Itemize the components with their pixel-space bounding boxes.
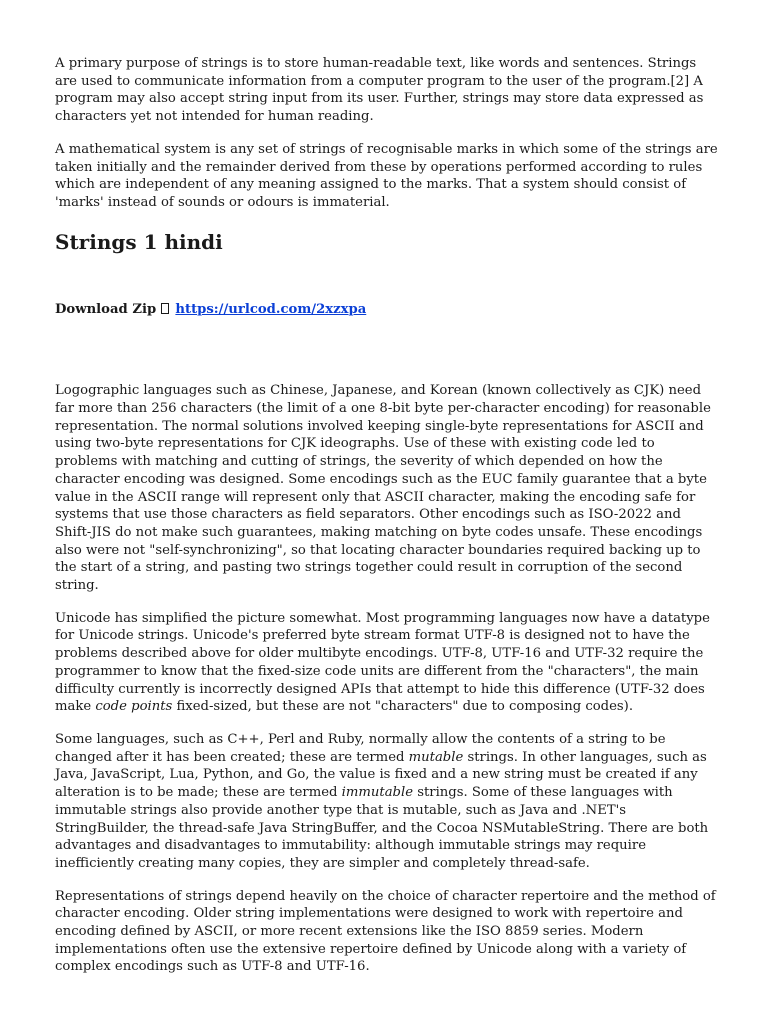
text-span: Unicode has simplified the picture somewhat. Most programming languages now have a datatype for Unicode strings. Unicode's preferred byte stream format UTF-8 is designed not to have the problems described above for older multibyte encodings. UTF-8, UTF-16 and UTF-32 require the programmer to know that the fixed-size code units are different from the "characters", the main difficulty currently is incorrectly designed APIs that attempt to hide this difference (UTF-32 does make	[55, 610, 710, 715]
body-paragraph-representation: Representations of strings depend heavily on the choice of character repertoire and the method of character encoding. Older string implementations were designed to work with repertoire and encoding defined by ASCII, or more recent extensions like the ISO 8859 series. Modern implementations often use the extensive repertoire defined by Unicode along with a variety of complex encodings such as UTF-8 and UTF-16.	[55, 888, 716, 975]
emphasis-mutable: mutable	[408, 749, 464, 765]
body-paragraph-mutability	[55, 731, 720, 873]
download-label: Download Zip	[55, 301, 157, 317]
download-link[interactable]: https://urlcod.com/2xzxpa	[175, 301, 367, 317]
body-paragraph-cjk: Logographic languages such as Chinese, Japanese, and Korean (known collectively as CJK) need far more than 256 characters (the limit of a one 8-bit byte per-character encoding) for reasonable representation. The normal solutions involved keeping single-byte representations for ASCII and using two-byte representations for CJK ideographs. Use of these with existing code led to problems with matching and cutting of strings, the severity of which depended on how the character encoding was designed. Some encodings such as the EUC family guarantee that a byte value in the ASCII range will represent only that ASCII character, making the encoding safe for systems that use those characters as field separators. Other encodings such as ISO-2022 and Shift-JIS do not make such guarantees, making matching on byte codes unsafe. These encodings also were not "self-synchronizing", so that locating character boundaries required backing up to the start of a string, and pasting two strings together could result in corruption of the second string.	[55, 383, 711, 594]
intro-paragraph-1: A primary purpose of strings is to store human-readable text, like words and sentences. Strings are used to communicate information from a computer program to the user of the program.[2] A program may also accept string input from its user. Further, strings may store data expressed as characters yet not intended for human reading.	[55, 56, 704, 125]
missing-glyph-icon	[161, 303, 169, 314]
document-page	[55, 55, 720, 991]
intro-paragraph-2: A mathematical system is any set of strings of recognisable marks in which some of the strings are taken initially and the remainder derived from these by operations performed according to rules which are independent of any meaning assigned to the marks. That a system should consist of 'marks' instead of sounds or odours is immaterial.	[55, 141, 718, 210]
text-span: strings. In other languages, such as Java, JavaScript, Lua, Python, and Go, the value is fixed and a new string must be created if any alteration is to be made; these are termed	[55, 749, 707, 801]
section-heading: Strings 1 hindi	[55, 229, 223, 254]
text-span: Some languages, such as C++, Perl and Ruby, normally allow the contents of a string to be changed after it has been created; these are termed	[55, 731, 666, 765]
body-paragraph-unicode	[55, 610, 720, 716]
emphasis-immutable: immutable	[341, 785, 414, 801]
text-span: strings. Some of these languages with immutable strings also provide another type that is mutable, such as Java and .NET's StringBuilder, the thread-safe Java StringBuffer, and the Cocoa NSMutableString. There are both advantages and disadvantages to immutability: although immutable strings may require inefficiently creating many copies, they are simpler and completely thread-safe.	[55, 785, 709, 871]
article-body	[55, 382, 720, 976]
text-span: fixed-sized, but these are not "characters" due to composing codes).	[172, 699, 634, 715]
emphasis-code-points: code points	[95, 699, 173, 715]
download-line	[55, 301, 720, 319]
